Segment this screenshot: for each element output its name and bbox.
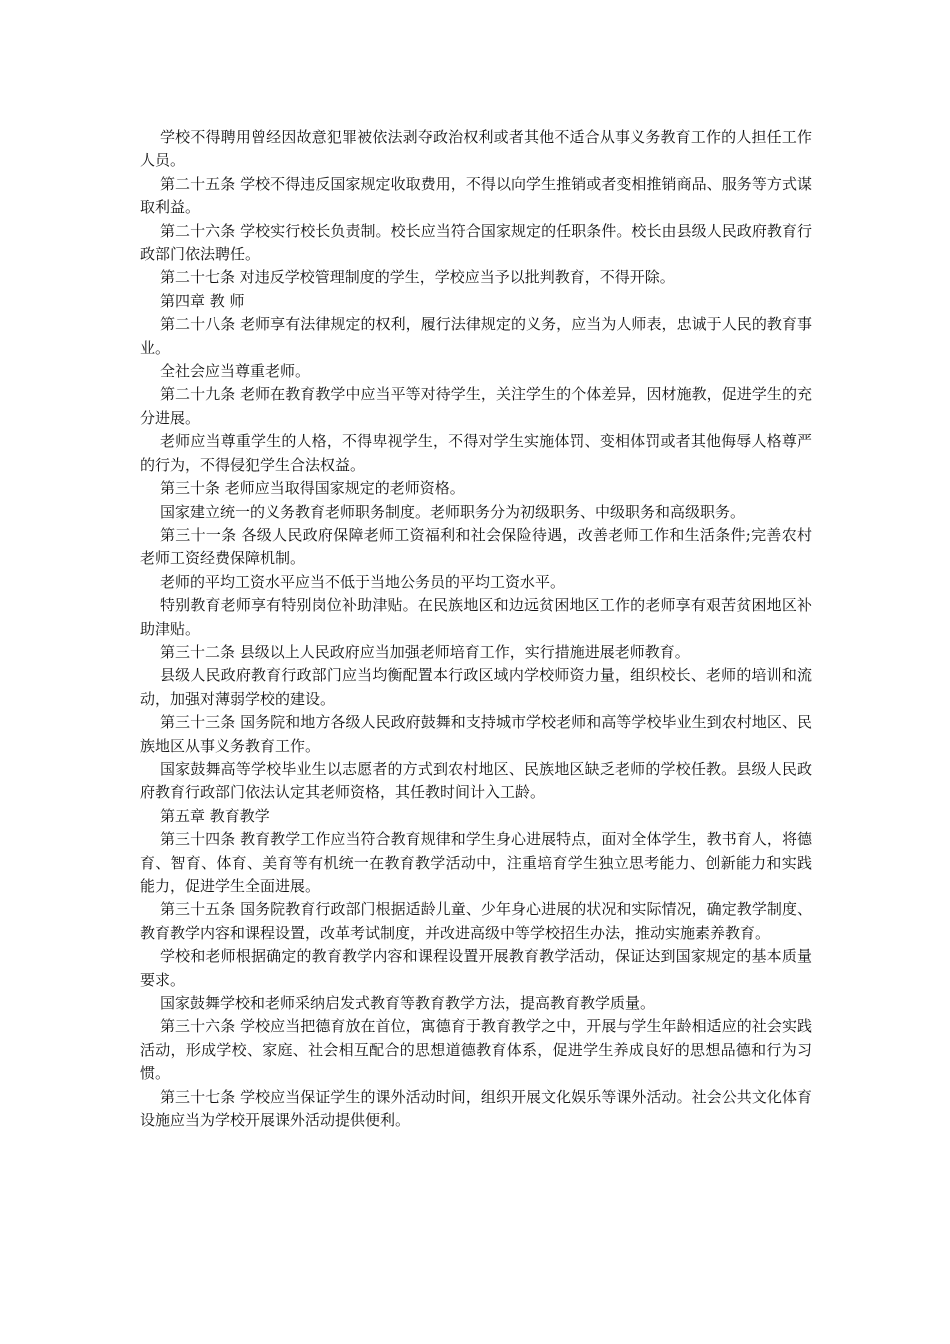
paragraph: 第三十四条 教育教学工作应当符合教育规律和学生身心进展特点，面对全体学生，教书育人，将德育、智育、体育、美育等有机统一在教育教学活动中，注重培育学生独立思考能力、创新能力和实践能力，促进学生全面进展。 [140,830,812,895]
paragraph: 学校和老师根据确定的教育教学内容和课程设置开展教育教学活动，保证达到国家规定的基本质量要求。 [140,947,812,989]
paragraph: 县级人民政府教育行政部门应当均衡配置本行政区域内学校师资力量，组织校长、老师的培训和流动，加强对薄弱学校的建设。 [140,666,812,708]
paragraph: 第三十一条 各级人民政府保障老师工资福利和社会保险待遇，改善老师工作和生活条件;完善农村老师工资经费保障机制。 [140,525,812,568]
chapter-heading: 第五章 教育教学 [160,806,270,825]
paragraph: 老师应当尊重学生的人格，不得卑视学生，不得对学生实施体罚、变相体罚或者其他侮辱人格尊严的行为，不得侵犯学生合法权益。 [140,432,812,474]
paragraph: 国家鼓舞学校和老师采纳启发式教育等教育教学方法，提高教育教学质量。 [160,994,656,1013]
paragraph: 老师的平均工资水平应当不低于当地公务员的平均工资水平。 [160,572,566,591]
paragraph: 第二十五条 学校不得违反国家规定收取费用，不得以向学生推销或者变相推销商品、服务等方式谋取利益。 [140,174,812,217]
paragraph: 第三十条 老师应当取得国家规定的老师资格。 [160,479,465,498]
paragraph: 特别教育老师享有特别岗位补助津贴。在民族地区和边远贫困地区工作的老师享有艰苦贫困地区补助津贴。 [140,596,812,638]
paragraph: 第三十三条 国务院和地方各级人民政府鼓舞和支持城市学校老师和高等学校毕业生到农村地区、民族地区从事义务教育工作。 [140,713,812,755]
paragraph: 第二十六条 学校实行校长负责制。校长应当符合国家规定的任职条件。校长由县级人民政府教育行政部门依法聘任。 [140,221,812,264]
paragraph: 学校不得聘用曾经因故意犯罪被依法剥夺政治权利或者其他不适合从事义务教育工作的人担任工作人员。 [140,128,812,170]
paragraph: 第三十七条 学校应当保证学生的课外活动时间，组织开展文化娱乐等课外活动。社会公共文化体育设施应当为学校开展课外活动提供便利。 [140,1087,812,1130]
document-body [140,126,812,1132]
chapter-heading: 第四章 教 师 [160,291,245,310]
paragraph: 第三十二条 县级以上人民政府应当加强老师培育工作，实行措施进展老师教育。 [160,642,690,661]
paragraph: 第三十六条 学校应当把德育放在首位，寓德育于教育教学之中，开展与学生年龄相适应的社会实践活动，形成学校、家庭、社会相互配合的思想道德教育体系，促进学生养成良好的思想品德和行为习惯。 [140,1017,812,1083]
paragraph: 国家建立统一的义务教育老师职务制度。老师职务分为初级职务、中级职务和高级职务。 [160,502,746,521]
paragraph: 第二十九条 老师在教育教学中应当平等对待学生，关注学生的个体差异，因材施教，促进学生的充分进展。 [140,385,812,427]
paragraph: 第二十八条 老师享有法律规定的权利，履行法律规定的义务，应当为人师表，忠诚于人民的教育事业。 [140,315,812,357]
paragraph: 第二十七条 对违反学校管理制度的学生，学校应当予以批判教育，不得开除。 [160,268,675,287]
paragraph: 全社会应当尊重老师。 [160,362,311,381]
paragraph: 第三十五条 国务院教育行政部门根据适龄儿童、少年身心进展的状况和实际情况，确定教学制度、教育教学内容和课程设置，改革考试制度，并改进高级中等学校招生办法，推动实施素养教育。 [140,900,812,942]
paragraph: 国家鼓舞高等学校毕业生以志愿者的方式到农村地区、民族地区缺乏老师的学校任教。县级人民政府教育行政部门依法认定其老师资格，其任教时间计入工龄。 [140,759,812,802]
